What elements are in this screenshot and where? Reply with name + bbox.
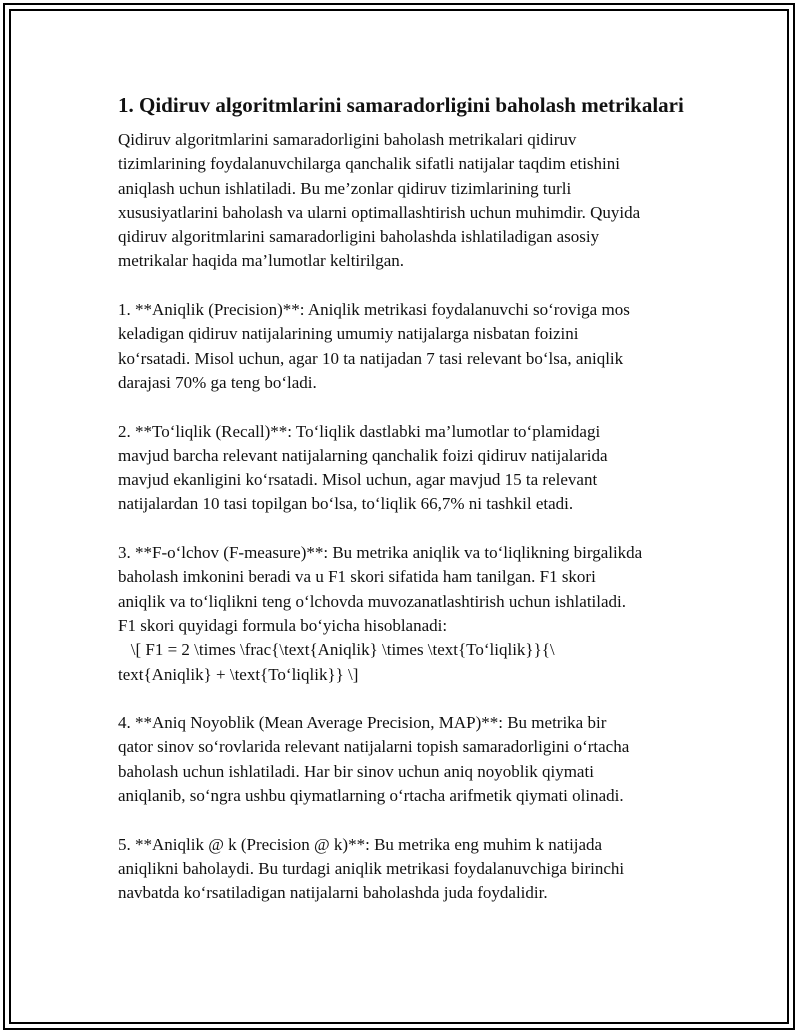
document-title: 1. Qidiruv algoritmlarini samaradorligini baholash metrikalari (118, 93, 684, 117)
paragraph-line: aniqlik va to‘liqlikni teng o‘lchovda muvozanatlashtirish uchun ishlatiladi. (118, 591, 627, 611)
paragraph-line: baholash imkonini beradi va u F1 skori sifatida ham tanilgan. F1 skori (118, 567, 596, 587)
paragraph-line: aniqlanib, so‘ngra ushbu qiymatlarning o‘rtacha arifmetik qiymati olinadi. (118, 786, 624, 806)
paragraph-line: xususiyatlarini baholash va ularni optimallashtirish uchun muhimdir. Quyida (118, 202, 641, 222)
precision-at-k-paragraph (118, 833, 698, 906)
paragraph-line: keladigan qidiruv natijalarining umumiy natijalarga nisbatan foizini (118, 324, 579, 344)
paragraph-line: baholash uchun ishlatiladi. Har bir sinov uchun aniq noyoblik qiymati (118, 761, 594, 781)
paragraph-line: darajasi 70% ga teng bo‘ladi. (118, 372, 317, 392)
paragraph-line: aniqlash uchun ishlatiladi. Bu me’zonlar qidiruv tizimlarining turli (118, 178, 572, 198)
paragraph-line: aniqlikni baholaydi. Bu turdagi aniqlik metrikasi foydalanuvchiga birinchi (118, 858, 625, 878)
paragraph-line: ko‘rsatadi. Misol uchun, agar 10 ta natijadan 7 tasi relevant bo‘lsa, aniqlik (118, 348, 624, 368)
paragraph-line: navbatda ko‘rsatiladigan natijalarni baholashda juda foydalidir. (118, 883, 548, 903)
f-measure-paragraph (118, 541, 698, 687)
map-paragraph (118, 711, 698, 808)
recall-paragraph (118, 420, 698, 517)
paragraph-line: natijalardan 10 tasi topilgan bo‘lsa, to‘liqlik 66,7% ni tashkil etadi. (118, 494, 574, 514)
paragraph-line: mavjud ekanligini ko‘rsatadi. Misol uchun, agar mavjud 15 ta relevant (118, 470, 598, 490)
intro-paragraph (118, 128, 698, 274)
paragraph-line: tizimlarining foydalanuvchilarga qanchalik sifatli natijalar taqdim etishini (118, 154, 620, 174)
precision-paragraph (118, 298, 698, 395)
formula-line: text{Aniqlik} + \text{To‘liqlik}} \] (118, 664, 359, 684)
paragraph-line: mavjud barcha relevant natijalarning qanchalik foizi qidiruv natijalarida (118, 445, 608, 465)
paragraph-line: F1 skori quyidagi formula bo‘yicha hisoblanadi: (118, 615, 448, 635)
paragraph-line: Qidiruv algoritmlarini samaradorligini baholash metrikalari qidiruv (118, 130, 577, 149)
paragraph-line: 5. **Aniqlik @ k (Precision @ k)**: Bu metrika eng muhim k natijada (118, 834, 603, 854)
paragraph-line: 3. **F-o‘lchov (F-measure)**: Bu metrika aniqlik va to‘liqlikning birgalikda (118, 543, 643, 563)
paragraph-line: qidiruv algoritmlarini samaradorligini baholashda ishlatiladigan asosiy (118, 227, 600, 247)
paragraph-line: 2. **To‘liqlik (Recall)**: To‘liqlik dastlabki ma’lumotlar to‘plamidagi (118, 421, 601, 441)
formula-line: \[ F1 = 2 \times \frac{\text{Aniqlik} \times \text{To‘liqlik}}{\ (118, 640, 555, 660)
paragraph-line: 4. **Aniq Noyoblik (Mean Average Precision, MAP)**: Bu metrika bir (118, 713, 607, 733)
document-body (118, 90, 698, 930)
paragraph-line: 1. **Aniqlik (Precision)**: Aniqlik metrikasi foydalanuvchi so‘roviga mos (118, 300, 630, 320)
paragraph-line: metrikalar haqida ma’lumotlar keltirilgan. (118, 251, 405, 271)
paragraph-line: qator sinov so‘rovlarida relevant natijalarni topish samaradorligini o‘rtacha (118, 737, 630, 757)
